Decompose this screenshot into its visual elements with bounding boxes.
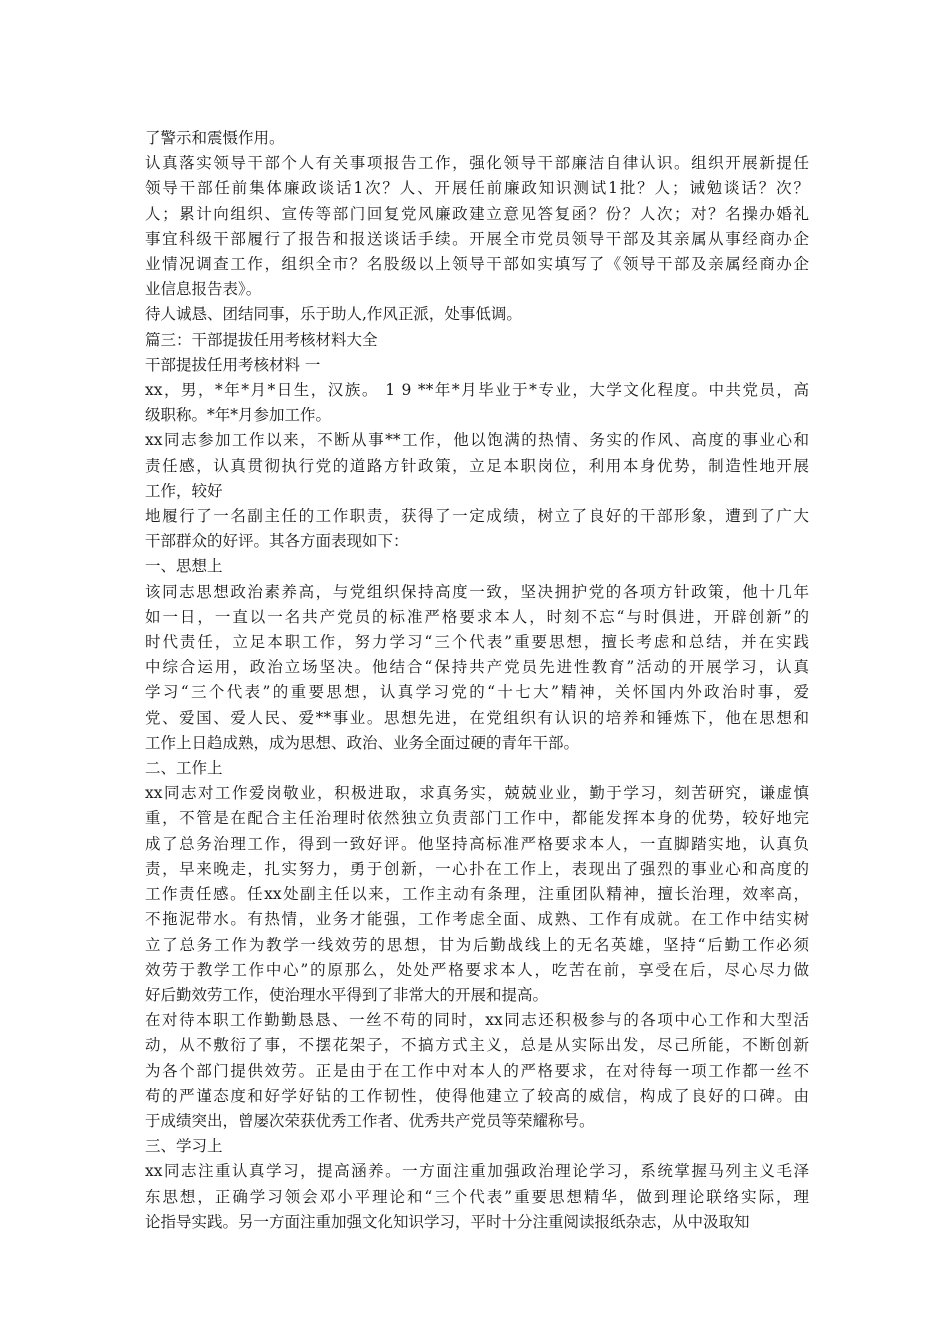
paragraph-p15	[145, 1159, 809, 1235]
text-line: 东思想，正确学习领会邓小平理论和“三个代表”重要思想精华，做到理论联络实际，理	[145, 1187, 809, 1206]
text-line: 业信息报告表》。	[145, 280, 262, 299]
text-line: 领导干部任前集体廉政谈话1次？人、开展任前廉政知识测试1批？人；诫勉谈话？次？	[145, 179, 809, 198]
text-line: 党、爱国、爱人民、爱**事业。思想先进，在党组织有认识的培养和锤炼下，他在思想和	[145, 708, 809, 727]
text-line: 业情况调查工作，组织全市？名股级以上领导干部如实填写了《领导干部及亲属经商办企	[145, 255, 809, 274]
text-line: 重，不管是在配合主任治理时依然独立负责部门工作中，都能发挥本身的优势，较好地完	[145, 809, 809, 828]
text-line: 论指导实践。另一方面注重加强文化知识学习，平时十分注重阅读报纸杂志，从中汲取知	[145, 1212, 750, 1231]
text-line: xx，男，*年*月*日生，汉族。 1 9 **年*月毕业于*专业，大学文化程度。中共党员，高	[145, 381, 809, 400]
text-line: 不拖泥带水。有热情，业务才能强，工作考虑全面、成熟、工作有成就。在工作中结实树	[145, 910, 809, 929]
text-line: 二、工作上	[145, 759, 223, 778]
paragraph-p07	[145, 428, 809, 504]
text-line: xx同志参加工作以来，不断从事**工作，他以饱满的热情、务实的作风、高度的事业心和	[145, 431, 809, 450]
paragraph-p10	[145, 580, 809, 756]
text-line: 工作上日趋成熟，成为思想、政治、业务全面过硬的青年干部。	[145, 733, 580, 752]
text-line: 责，早来晚走，扎实努力，勇于创新，一心扑在工作上，表现出了强烈的事业心和高度的	[145, 859, 809, 878]
paragraph-p14	[145, 1134, 809, 1159]
paragraph-p08	[145, 504, 809, 554]
text-line: 一、思想上	[145, 557, 223, 576]
text-line: 动，从不敷衍了事，不摆花架子，不搞方式主义，总是从实际出发，尽己所能，不断创新	[145, 1036, 809, 1055]
text-line: 了警示和震慑作用。	[145, 129, 285, 147]
paragraph-p06	[145, 378, 809, 428]
paragraph-p13	[145, 1008, 809, 1134]
paragraph-p09	[145, 554, 809, 579]
text-line: 时代责任，立足本职工作，努力学习“三个代表”重要思想，擅长考虑和总结，并在实践	[145, 633, 809, 652]
paragraph-p01	[145, 126, 809, 151]
text-line: 级职称。*年*月参加工作。	[145, 406, 332, 425]
text-line: 责任感，认真贯彻执行党的道路方针政策，立足本职岗位，利用本身优势，制造性地开展	[145, 456, 809, 475]
paragraph-p03	[145, 302, 809, 327]
paragraph-p12	[145, 781, 809, 1008]
text-line: 为各个部门提供效劳。正是由于在工作中对本人的严格要求，在对待每一项工作都一丝不	[145, 1061, 809, 1080]
text-line: 在对待本职工作勤勤恳恳、一丝不苟的同时，xx同志还积极参与的各项中心工作和大型活	[145, 1011, 809, 1030]
paragraph-p04	[145, 328, 809, 353]
text-line: 立了总务工作为教学一线效劳的思想，甘为后勤战线上的无名英雄，坚持“后勤工作必须	[145, 935, 809, 954]
text-line: 待人诚恳、团结同事，乐于助人,作风正派，处事低调。	[145, 305, 522, 324]
text-line: 地履行了一名副主任的工作职责，获得了一定成绩，树立了良好的干部形象，遭到了广大	[145, 507, 809, 526]
text-line: 三、学习上	[145, 1137, 223, 1156]
text-line: 学习“三个代表”的重要思想，认真学习党的“十七大”精神，关怀国内外政治时事，爱	[145, 683, 809, 702]
paragraph-p05	[145, 353, 809, 378]
text-line: 工作责任感。任xx处副主任以来，工作主动有条理，注重团队精神，擅长治理，效率高，	[145, 885, 809, 904]
text-line: xx同志对工作爱岗敬业，积极进取，求真务实，兢兢业业，勤于学习，刻苦研究，谦虚慎	[145, 784, 809, 803]
text-line: 篇三：干部提拔任用考核材料大全	[145, 330, 378, 349]
text-line: 成了总务治理工作，得到一致好评。他坚持高标准严格要求本人，一直脚踏实地，认真负	[145, 834, 809, 853]
paragraph-p11	[145, 756, 809, 781]
text-line: 干部群众的好评。其各方面表现如下：	[145, 532, 409, 551]
text-line: 事宜科级干部履行了报告和报送谈话手续。开展全市党员领导干部及其亲属从事经商办企	[145, 229, 809, 248]
text-line: 中综合运用，政治立场坚决。他结合“保持共产党员先进性教育”活动的开展学习，认真	[145, 658, 809, 677]
text-line: xx同志注重认真学习，提高涵养。一方面注重加强政治理论学习，系统掌握马列主义毛泽	[145, 1162, 809, 1181]
text-line: 于成绩突出，曾屡次荣获优秀工作者、优秀共产党员等荣耀称号。	[145, 1111, 595, 1130]
text-line: 效劳于教学工作中心”的原那么，处处严格要求本人，吃苦在前，享受在后，尽心尽力做	[145, 960, 809, 979]
text-line: 苟的严谨态度和好学好钻的工作韧性，使得他建立了较高的威信，构成了良好的口碑。由	[145, 1086, 809, 1105]
text-line: 人；累计向组织、宣传等部门回复党风廉政建立意见答复函？份？人次；对？名操办婚礼	[145, 204, 809, 223]
text-line: 该同志思想政治素养高，与党组织保持高度一致，坚决拥护党的各项方针政策，他十几年	[145, 582, 809, 601]
text-line: 干部提拔任用考核材料 一	[145, 355, 321, 374]
document-body	[145, 126, 809, 1235]
text-line: 工作，较好	[145, 481, 223, 500]
text-line: 认真落实领导干部个人有关事项报告工作，强化领导干部廉洁自律认识。组织开展新提任	[145, 154, 809, 173]
text-line: 好后勤效劳工作，使治理水平得到了非常大的开展和提高。	[145, 985, 549, 1004]
text-line: 如一日，一直以一名共产党员的标准严格要求本人，时刻不忘“与时俱进，开辟创新”的	[145, 607, 809, 626]
paragraph-p02	[145, 151, 809, 302]
